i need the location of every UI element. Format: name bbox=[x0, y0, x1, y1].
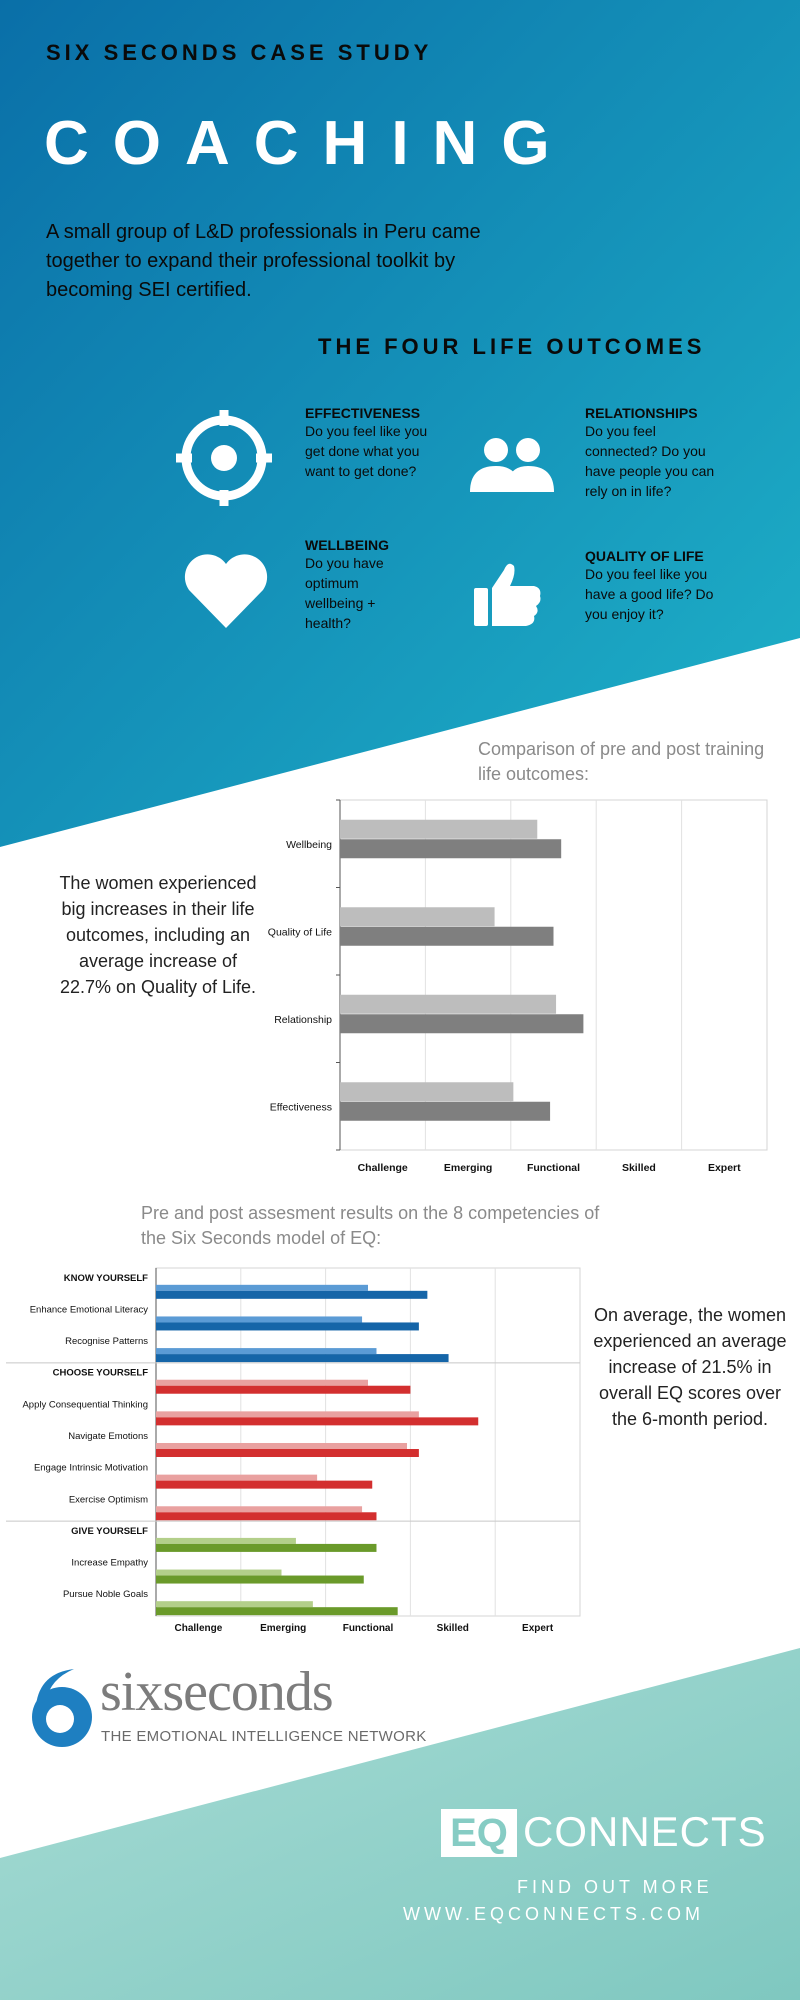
chart2-bar-post-pursue-noble-goals bbox=[156, 1607, 398, 1615]
outcome-title-quality-of-life: QUALITY OF LIFE bbox=[585, 548, 704, 564]
chart2-x-tick-expert: Expert bbox=[522, 1623, 554, 1634]
chart2-bar-post-choose-yourself bbox=[156, 1386, 410, 1394]
chart2-bar-post-give-yourself bbox=[156, 1544, 376, 1552]
chart1-bar-pre-effectiveness bbox=[340, 1082, 513, 1101]
eq-connects-logo-text: CONNECTS bbox=[523, 1808, 767, 1855]
find-out-more: FIND OUT MORE bbox=[517, 1877, 713, 1897]
eq-competencies-chart bbox=[0, 1264, 590, 1640]
outcome-text-wellbeing: Do you have optimum wellbeing + health? bbox=[305, 555, 384, 631]
chart1-bar-pre-quality-of-life bbox=[340, 907, 495, 926]
chart1-category-label-effectiveness: Effectiveness bbox=[269, 1101, 332, 1114]
chart2-category-label-exercise-optimism: Exercise Optimism bbox=[68, 1494, 148, 1506]
chart2-bar-pre-give-yourself bbox=[156, 1538, 296, 1544]
heart-icon bbox=[183, 552, 269, 630]
chart1-bar-pre-wellbeing bbox=[340, 820, 537, 839]
website-link[interactable]: WWW.EQCONNECTS.COM bbox=[403, 1904, 704, 1924]
chart2-bar-pre-navigate-emotions bbox=[156, 1443, 407, 1449]
life-outcomes-chart bbox=[260, 796, 780, 1176]
chart2-category-label-increase-empathy: Increase Empathy bbox=[71, 1557, 148, 1569]
outcome-title-wellbeing: WELLBEING bbox=[305, 537, 389, 553]
chart2-bar-pre-choose-yourself bbox=[156, 1380, 368, 1386]
chart2-bar-pre-exercise-optimism bbox=[156, 1506, 362, 1512]
outcome-text-quality-of-life: Do you feel like you have a good life? Do you enjoy it? bbox=[585, 566, 714, 622]
chart2-bar-pre-apply-consequential-thinking bbox=[156, 1411, 419, 1417]
chart2-bar-pre-enhance-emotional-literacy bbox=[156, 1316, 362, 1322]
chart2-bar-pre-engage-intrinsic-motivation bbox=[156, 1475, 317, 1481]
chart2-x-tick-emerging: Emerging bbox=[260, 1623, 307, 1634]
chart2-bar-post-exercise-optimism bbox=[156, 1512, 376, 1520]
chart2-category-label-give-yourself: GIVE YOURSELF bbox=[71, 1525, 148, 1537]
sixseconds-logo-text: sixseconds bbox=[100, 1661, 333, 1723]
outcome-text-effectiveness: Do you feel like you get done what you want to get done? bbox=[305, 423, 428, 479]
outcome-text-relationships: Do you feel connected? Do you have people you can rely on in life? bbox=[585, 423, 715, 499]
chart2-bar-post-recognise-patterns bbox=[156, 1354, 449, 1362]
chart1-bar-post-quality-of-life bbox=[340, 927, 554, 946]
chart1-x-tick-functional: Functional bbox=[526, 1162, 581, 1174]
chart1-bar-post-relationship bbox=[340, 1014, 583, 1033]
chart2-x-tick-skilled: Skilled bbox=[436, 1623, 469, 1634]
eq-logo-box: EQ bbox=[441, 1809, 517, 1857]
chart2-category-label-know-yourself: KNOW YOURSELF bbox=[63, 1272, 148, 1284]
chart1-x-tick-emerging: Emerging bbox=[443, 1162, 493, 1174]
chart1-bar-post-effectiveness bbox=[340, 1102, 550, 1121]
chart1-bar-post-wellbeing bbox=[340, 839, 561, 858]
people-icon bbox=[468, 436, 556, 492]
chart2-category-label-recognise-patterns: Recognise Patterns bbox=[65, 1336, 148, 1348]
chart2-x-tick-functional: Functional bbox=[342, 1623, 394, 1634]
chart1-title: Comparison of pre and post training life outcomes: bbox=[478, 739, 765, 784]
chart2-bar-pre-pursue-noble-goals bbox=[156, 1601, 313, 1607]
chart2-category-label-navigate-emotions: Navigate Emotions bbox=[68, 1431, 148, 1442]
sixseconds-tagline: THE EMOTIONAL INTELLIGENCE NETWORK bbox=[101, 1728, 427, 1745]
chart2-bar-pre-know-yourself bbox=[156, 1285, 368, 1291]
target-icon bbox=[176, 410, 272, 506]
chart2-category-label-enhance-emotional-literacy: Enhance Emotional Literacy bbox=[29, 1304, 148, 1316]
chart2-side-text: On average, the women experienced an average increase of 21.5% in overall EQ scores over the 6-month period. bbox=[593, 1305, 787, 1429]
chart1-category-label-wellbeing: Wellbeing bbox=[286, 838, 332, 851]
chart2-bar-post-know-yourself bbox=[156, 1291, 427, 1299]
chart1-x-tick-expert: Expert bbox=[707, 1162, 741, 1174]
chart1-category-label-quality-of-life: Quality of Life bbox=[267, 926, 332, 939]
chart2-bar-pre-increase-empathy bbox=[156, 1570, 282, 1576]
chart1-x-tick-skilled: Skilled bbox=[621, 1162, 656, 1174]
outcomes-heading: THE FOUR LIFE OUTCOMES bbox=[318, 334, 706, 359]
chart1-x-tick-challenge: Challenge bbox=[357, 1162, 408, 1174]
chart2-x-tick-challenge: Challenge bbox=[174, 1623, 223, 1634]
chart2-bar-post-enhance-emotional-literacy bbox=[156, 1322, 419, 1330]
chart1-side-text: The women experienced big increases in their life outcomes, including an average increase of 22.7% on Quality of Life. bbox=[59, 873, 257, 997]
case-study-label: SIX SECONDS CASE STUDY bbox=[46, 40, 433, 65]
chart2-category-label-pursue-noble-goals: Pursue Noble Goals bbox=[62, 1589, 148, 1601]
chart2-title: Pre and post assesment results on the 8 competencies of the Six Seconds model of EQ: bbox=[141, 1203, 600, 1248]
chart2-category-label-engage-intrinsic-motivation: Engage Intrinsic Motivation bbox=[33, 1462, 148, 1474]
chart2-bar-post-engage-intrinsic-motivation bbox=[156, 1481, 372, 1489]
chart2-bar-pre-recognise-patterns bbox=[156, 1348, 376, 1354]
thumbs-up-icon bbox=[472, 560, 544, 630]
chart2-category-label-choose-yourself: CHOOSE YOURSELF bbox=[52, 1367, 148, 1379]
chart2-bar-post-increase-empathy bbox=[156, 1576, 364, 1584]
chart2-bar-post-navigate-emotions bbox=[156, 1449, 419, 1457]
chart2-bar-post-apply-consequential-thinking bbox=[156, 1417, 478, 1425]
page-title: COACHING bbox=[44, 109, 574, 178]
outcome-title-relationships: RELATIONSHIPS bbox=[585, 405, 698, 421]
outcome-title-effectiveness: EFFECTIVENESS bbox=[305, 405, 421, 421]
intro-text: A small group of L&D professionals in Peru came together to expand their professional toolkit by becoming SEI certified. bbox=[46, 221, 481, 301]
chart1-bar-pre-relationship bbox=[340, 995, 556, 1014]
sixseconds-logo-icon bbox=[30, 1665, 94, 1749]
chart2-category-label-apply-consequential-thinking: Apply Consequential Thinking bbox=[22, 1399, 148, 1411]
chart1-category-label-relationship: Relationship bbox=[274, 1013, 332, 1026]
